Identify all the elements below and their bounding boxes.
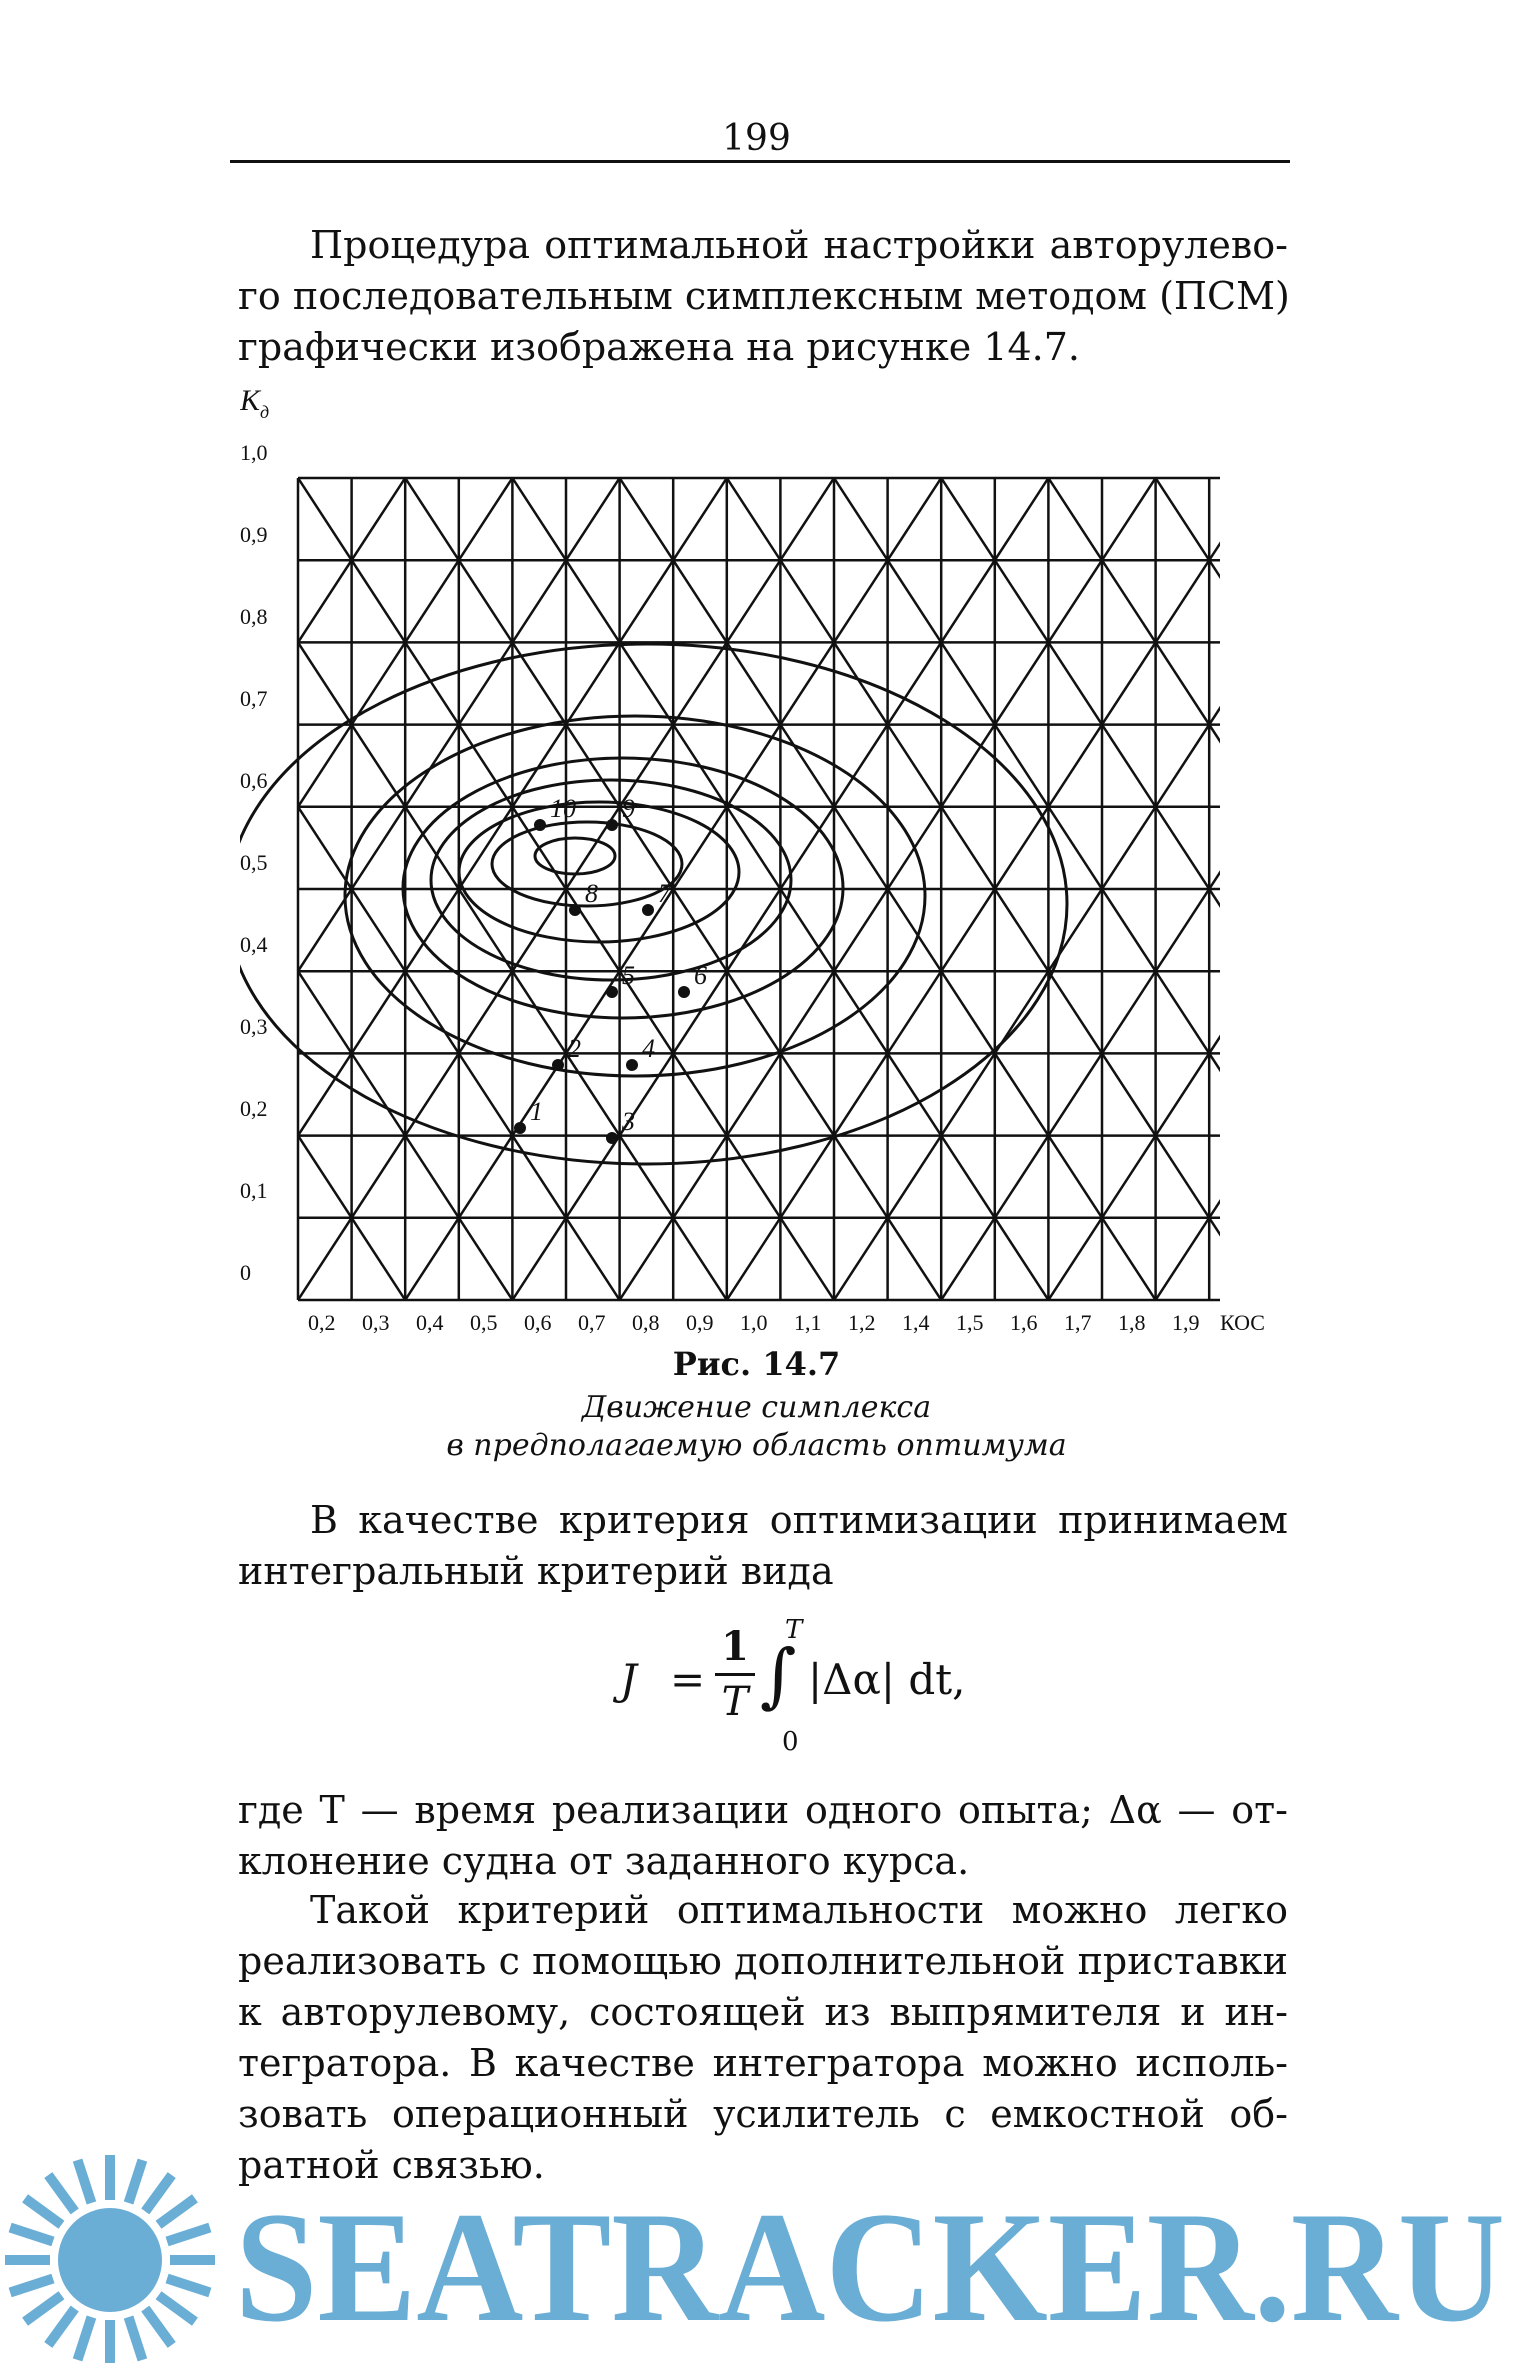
simplex-point bbox=[642, 904, 654, 916]
x-tick-label: 0,6 bbox=[524, 1310, 552, 1335]
x-tick-label: 1,5 bbox=[956, 1310, 984, 1335]
x-tick-label: 1,8 bbox=[1118, 1310, 1146, 1335]
simplex-point-label: 2 bbox=[568, 1034, 581, 1063]
sun-ray bbox=[129, 2317, 143, 2360]
text-line: зовать операционный усилитель с емкостной об- bbox=[238, 2092, 1288, 2136]
x-tick-label: 1,9 bbox=[1172, 1310, 1200, 1335]
sun-ray bbox=[145, 2175, 171, 2211]
contour-lines bbox=[240, 644, 1067, 1164]
x-axis-label: КОС bbox=[1220, 1310, 1265, 1335]
text-line: к авторулевому, состоящей из выпрямителя и ин- bbox=[238, 1990, 1288, 2034]
x-tick-label: 0,2 bbox=[308, 1310, 336, 1335]
y-axis-label: K bbox=[240, 384, 261, 417]
y-tick-label: 0 bbox=[240, 1260, 251, 1285]
text-line: клонение судна от заданного курса. bbox=[238, 1839, 970, 1883]
x-tick-label: 1,0 bbox=[740, 1310, 768, 1335]
sun-ray bbox=[159, 2295, 195, 2321]
y-tick-label: 0,4 bbox=[240, 932, 268, 957]
axis-labels bbox=[240, 384, 1265, 1335]
y-tick-label: 0,5 bbox=[240, 850, 268, 875]
text-line: Процедура оптимальной настройки авторулево- bbox=[310, 223, 1288, 267]
sun-ray bbox=[10, 2279, 53, 2293]
x-tick-label: 1,7 bbox=[1064, 1310, 1092, 1335]
grid-diagonal bbox=[240, 478, 298, 1300]
text-line: Такой критерий оптимальности можно легко bbox=[310, 1888, 1288, 1932]
y-tick-label: 1,0 bbox=[240, 440, 268, 465]
text-line: где T — время реализации одного опыта; Δα — от- bbox=[238, 1788, 1288, 1832]
grid-diagonal bbox=[240, 478, 298, 1300]
formula-equals: = bbox=[670, 1655, 706, 1704]
simplex-point-label: 1 bbox=[530, 1097, 543, 1126]
simplex-point bbox=[606, 1132, 618, 1144]
x-tick-label: 0,4 bbox=[416, 1310, 444, 1335]
sun-ray bbox=[167, 2279, 210, 2293]
sun-disc bbox=[58, 2208, 162, 2312]
contour-ellipse bbox=[535, 838, 615, 874]
y-tick-label: 0,3 bbox=[240, 1014, 268, 1039]
simplex-point-label: 5 bbox=[622, 961, 635, 990]
figure-graphic bbox=[240, 380, 1280, 1340]
text-line: графически изображена на рисунке 14.7. bbox=[238, 325, 1080, 369]
text-line: го последовательным симплексным методом (ПСМ) bbox=[238, 274, 1290, 318]
sun-ray bbox=[145, 2309, 171, 2345]
triangular-grid bbox=[240, 478, 1280, 1300]
simplex-point-label: 9 bbox=[622, 794, 635, 823]
text-line: тегратора. В качестве интегратора можно исполь- bbox=[238, 2041, 1288, 2085]
sun-ray bbox=[159, 2198, 195, 2224]
simplex-point bbox=[606, 986, 618, 998]
y-tick-label: 0,9 bbox=[240, 522, 268, 547]
x-tick-label: 0,9 bbox=[686, 1310, 714, 1335]
sun-ray bbox=[78, 2317, 92, 2360]
sun-ray bbox=[78, 2160, 92, 2203]
x-tick-label: 1,2 bbox=[848, 1310, 876, 1335]
sun-ray bbox=[48, 2309, 74, 2345]
integral-formula bbox=[620, 1615, 1020, 1765]
y-tick-label: 0,2 bbox=[240, 1096, 268, 1121]
y-tick-label: 0,1 bbox=[240, 1178, 268, 1203]
intro-paragraph bbox=[238, 220, 1288, 373]
simplex-point bbox=[552, 1059, 564, 1071]
x-tick-label: 1,1 bbox=[794, 1310, 822, 1335]
x-tick-label: 0,5 bbox=[470, 1310, 498, 1335]
x-tick-label: 0,7 bbox=[578, 1310, 606, 1335]
simplex-point-label: 7 bbox=[658, 879, 671, 908]
fraction-bar bbox=[715, 1673, 755, 1676]
formula-integrand: |Δα| dt, bbox=[808, 1655, 966, 1704]
sun-ray bbox=[25, 2295, 61, 2321]
y-axis-subscript: д bbox=[260, 402, 270, 422]
sun-ray bbox=[48, 2175, 74, 2211]
x-tick-label: 1,4 bbox=[902, 1310, 930, 1335]
simplex-point bbox=[606, 819, 618, 831]
text-line: реализовать с помощью дополнительной приставки bbox=[238, 1939, 1288, 1983]
simplex-point bbox=[569, 904, 581, 916]
simplex-point-label: 4 bbox=[642, 1034, 655, 1063]
formula-numerator: 1 bbox=[721, 1623, 749, 1670]
text-line: В качестве критерия оптимизации принимаем bbox=[310, 1498, 1288, 1542]
header-rule bbox=[230, 160, 1290, 163]
simplex-point-label: 10 bbox=[550, 794, 576, 823]
simplex-point-label: 3 bbox=[622, 1107, 635, 1136]
sun-ray bbox=[25, 2198, 61, 2224]
x-tick-label: 0,8 bbox=[632, 1310, 660, 1335]
grid-diagonal bbox=[1263, 478, 1280, 1300]
figure-caption-line2: в предполагаемую область оптимума bbox=[446, 1428, 1067, 1463]
criterion-paragraph bbox=[238, 1495, 1288, 1597]
y-tick-label: 0,8 bbox=[240, 604, 268, 629]
watermark bbox=[0, 2120, 1513, 2363]
y-tick-label: 0,6 bbox=[240, 768, 268, 793]
sun-ray bbox=[167, 2228, 210, 2242]
x-tick-label: 0,3 bbox=[362, 1310, 390, 1335]
grid-diagonal bbox=[1263, 478, 1280, 1300]
formula-denominator: T bbox=[721, 1679, 749, 1725]
formula-fraction bbox=[715, 1623, 755, 1726]
integral-upper-limit: T bbox=[785, 1615, 803, 1645]
watermark-text: SEATRACKER.RU bbox=[235, 2180, 1505, 2355]
figure-simplex-movement bbox=[240, 380, 1280, 1344]
simplex-point-label: 8 bbox=[585, 879, 598, 908]
formula-lhs: J bbox=[620, 1655, 637, 1704]
simplex-point-label: 6 bbox=[694, 961, 707, 990]
simplex-point bbox=[534, 819, 546, 831]
simplex-point bbox=[678, 986, 690, 998]
text-line: интегральный критерий вида bbox=[238, 1549, 834, 1593]
page-number: 199 bbox=[722, 118, 791, 159]
sun-ray bbox=[10, 2228, 53, 2242]
integral-sign: ∫ bbox=[760, 1634, 797, 1716]
simplex-point bbox=[626, 1059, 638, 1071]
figure-caption-line1: Движение симплекса bbox=[581, 1390, 932, 1425]
figure-caption-title: Рис. 14.7 bbox=[672, 1345, 841, 1383]
sun-logo-icon bbox=[5, 2155, 215, 2363]
y-tick-label: 0,7 bbox=[240, 686, 268, 711]
text-line: ратной связью. bbox=[238, 2143, 545, 2187]
sun-ray bbox=[129, 2160, 143, 2203]
x-tick-label: 1,6 bbox=[1010, 1310, 1038, 1335]
integral-lower-limit: 0 bbox=[782, 1727, 799, 1757]
contour-ellipse bbox=[240, 644, 1067, 1164]
simplex-point bbox=[514, 1122, 526, 1134]
definition-paragraph bbox=[238, 1785, 1288, 1887]
